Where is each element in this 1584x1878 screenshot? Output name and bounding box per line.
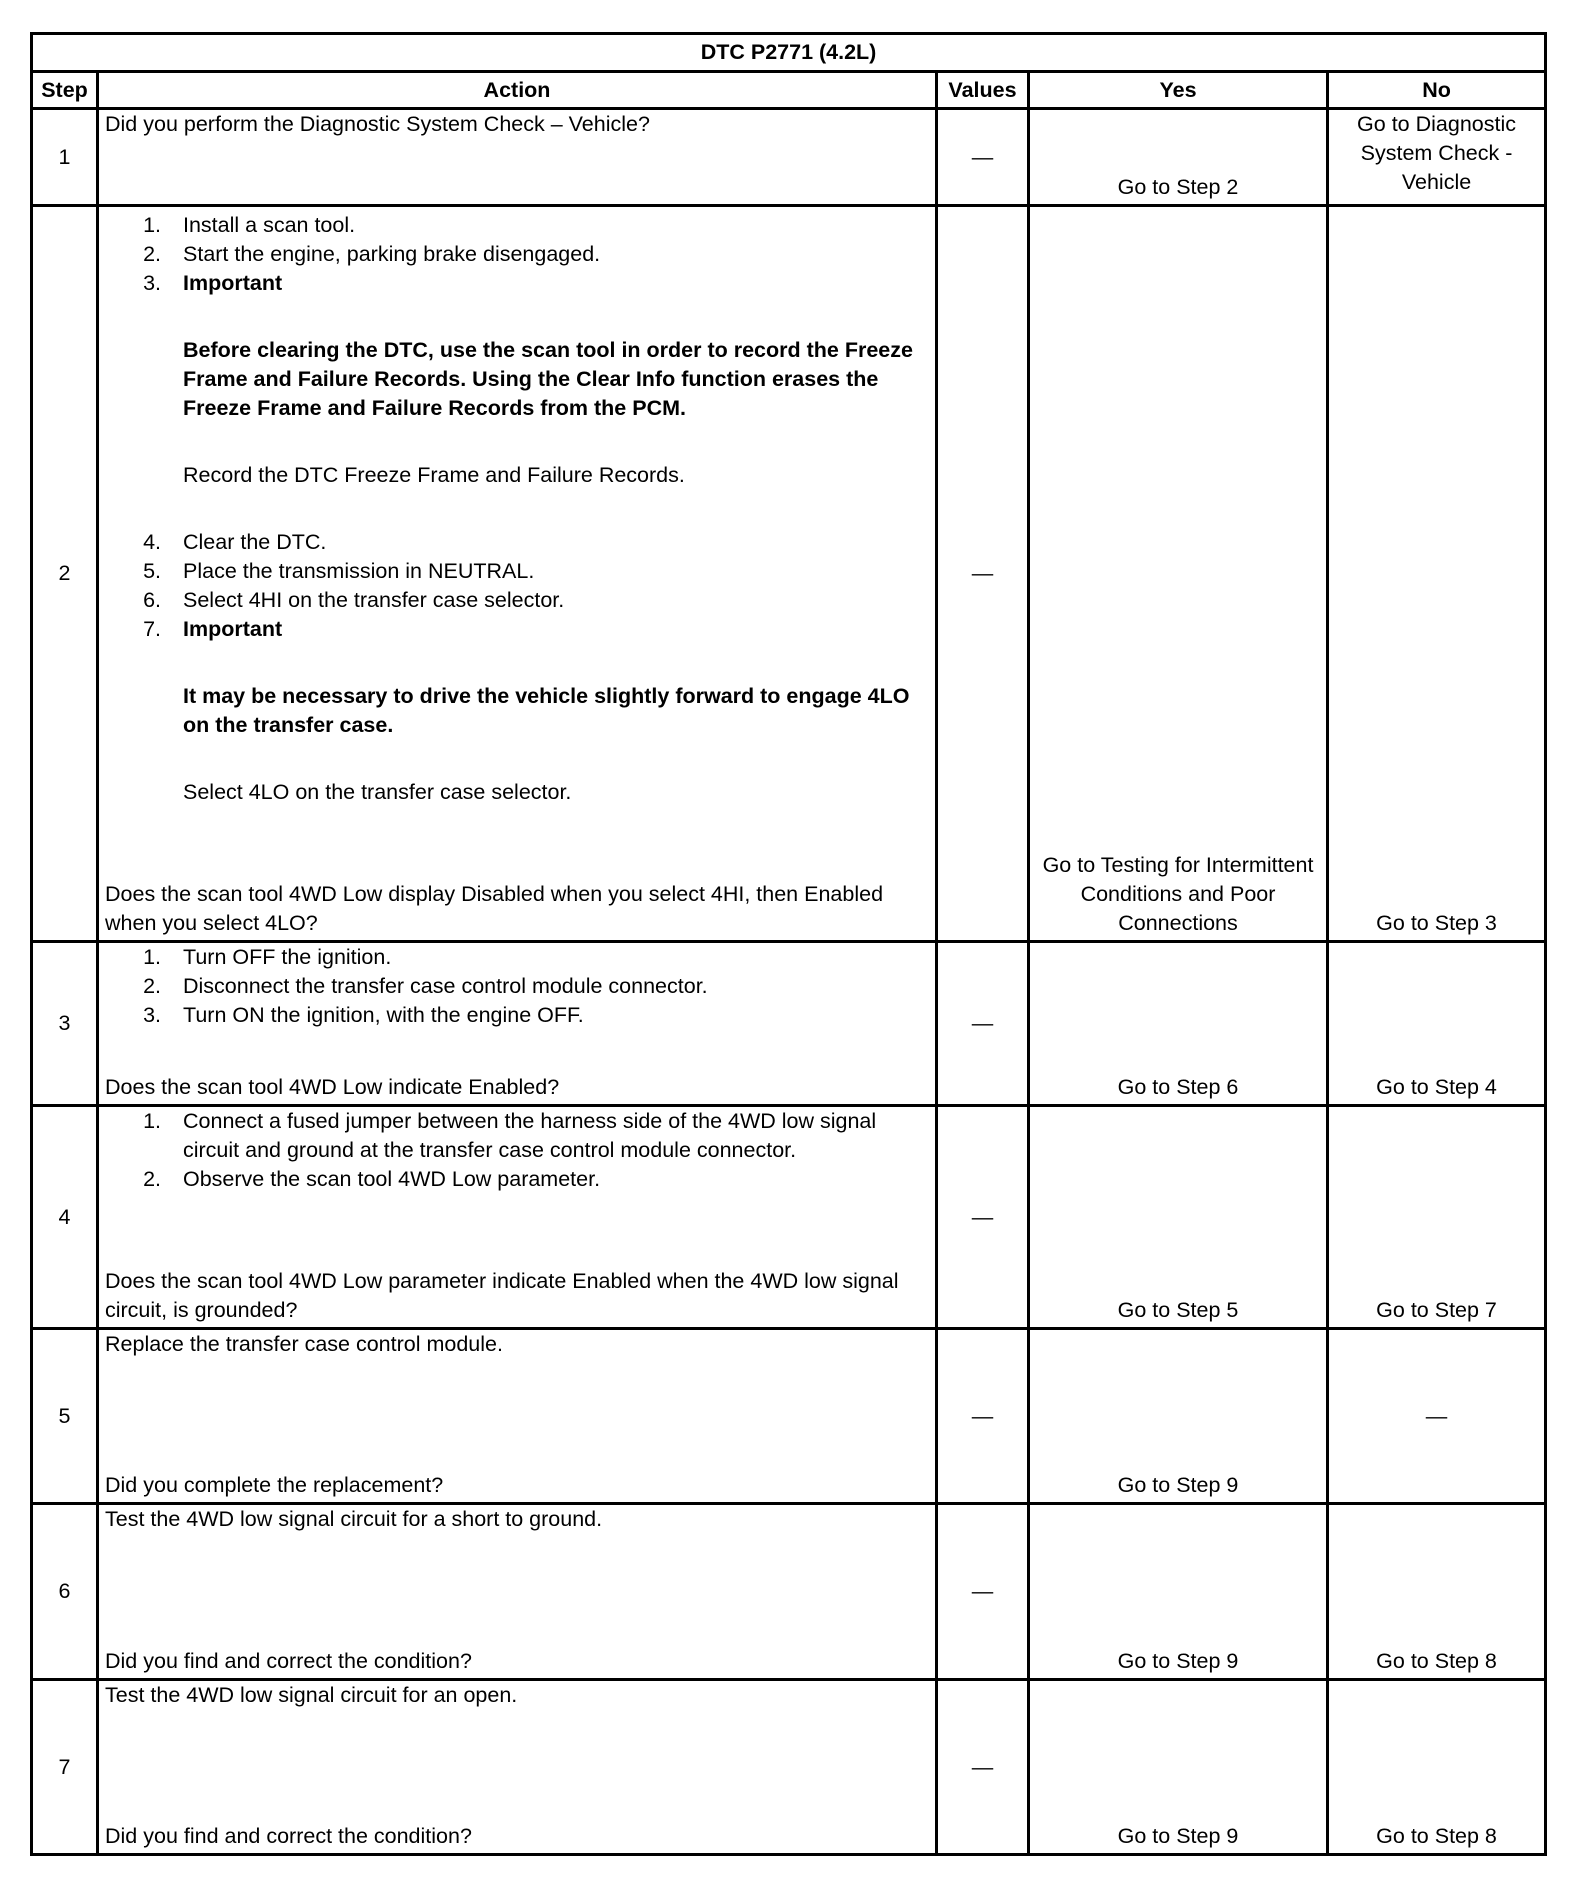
action-cell [98,109,937,206]
yes-cell: Go to Testing for Intermittent Conditions and Poor Connections [1029,206,1328,942]
item-number: 2. [143,1167,161,1191]
header-step: Step [32,72,98,109]
action-cell [98,1680,937,1855]
important-label: Important [183,271,283,295]
no-cell: — [1328,1329,1546,1504]
item-number: 1. [143,213,161,237]
item-text: Observe the scan tool 4WD Low parameter. [183,1167,601,1191]
action-cell [98,1504,937,1680]
item-text: Connect a fused jumper between the harness side of the 4WD low signal circuit and ground at the transfer case control module connector. [183,1109,877,1162]
yes-cell: Go to Step 6 [1029,942,1328,1106]
action-text: Test the 4WD low signal circuit for a short to ground. [105,1507,603,1531]
item-number: 1. [143,1109,161,1133]
list-item [105,972,927,1001]
step-number: 7 [32,1680,98,1855]
item-number: 4. [143,530,161,554]
list-item [105,1165,927,1194]
item-number: 3. [143,1003,161,1027]
list-item [105,211,927,240]
important-note: Before clearing the DTC, use the scan tool in order to record the Freeze Frame and Failure Records. Using the Clear Info function erases the Freeze Frame and Failure Records from the PCM. [183,338,913,420]
list-item [105,269,927,298]
no-cell: Go to Diagnostic System Check - Vehicle [1328,109,1546,206]
values-cell: — [937,1504,1029,1680]
step-number: 4 [32,1106,98,1329]
yes-cell: Go to Step 9 [1029,1504,1328,1680]
yes-cell: Go to Step 2 [1029,109,1328,206]
action-cell [98,206,937,942]
no-cell: Go to Step 8 [1328,1504,1546,1680]
yes-cell: Go to Step 9 [1029,1329,1328,1504]
action-cell [98,1329,937,1504]
item-number: 6. [143,588,161,612]
item-number: 7. [143,617,161,641]
list-item [105,586,927,615]
item-text: Turn OFF the ignition. [183,945,392,969]
action-text: Test the 4WD low signal circuit for an open. [105,1683,518,1707]
values-cell: — [937,1680,1029,1855]
action-question: Did you find and correct the condition? [105,1649,472,1673]
item-number: 2. [143,974,161,998]
important-note: It may be necessary to drive the vehicle slightly forward to engage 4LO on the transfer case. [183,684,910,737]
no-cell: Go to Step 4 [1328,942,1546,1106]
item-text: Disconnect the transfer case control module connector. [183,974,708,998]
item-number: 5. [143,559,161,583]
no-cell: Go to Step 3 [1328,206,1546,942]
list-item [105,557,927,586]
header-yes: Yes [1029,72,1328,109]
item-text: Install a scan tool. [183,213,356,237]
values-cell: — [937,1329,1029,1504]
table-row [32,109,1546,206]
list-item [105,1107,927,1165]
yes-cell: Go to Step 5 [1029,1106,1328,1329]
table-row [32,1106,1546,1329]
table-row [32,942,1546,1106]
action-question: Does the scan tool 4WD Low indicate Enabled? [105,1075,560,1099]
item-text: Turn ON the ignition, with the engine OFF. [183,1003,584,1027]
step-number: 5 [32,1329,98,1504]
header-row [32,72,1546,109]
table-row [32,1680,1546,1855]
important-label: Important [183,617,283,641]
action-question: Did you find and correct the condition? [105,1824,472,1848]
values-cell: — [937,942,1029,1106]
table-row [32,1329,1546,1504]
instruction-note: Record the DTC Freeze Frame and Failure Records. [183,463,685,487]
list-item [105,528,927,557]
item-number: 2. [143,242,161,266]
item-text: Select 4HI on the transfer case selector. [183,588,565,612]
values-cell: — [937,206,1029,942]
action-text: Did you perform the Diagnostic System Check – Vehicle? [105,112,650,136]
values-cell: — [937,1106,1029,1329]
item-text: Start the engine, parking brake disengaged. [183,242,601,266]
table-row [32,1504,1546,1680]
list-item [105,1001,927,1030]
instruction-note: Select 4LO on the transfer case selector. [183,780,572,804]
yes-cell: Go to Step 9 [1029,1680,1328,1855]
step-number: 6 [32,1504,98,1680]
item-text: Clear the DTC. [183,530,327,554]
action-question: Does the scan tool 4WD Low parameter indicate Enabled when the 4WD low signal circuit, is grounded? [105,1269,899,1322]
list-item [105,615,927,644]
header-values: Values [937,72,1029,109]
item-number: 1. [143,945,161,969]
no-cell: Go to Step 8 [1328,1680,1546,1855]
no-cell: Go to Step 7 [1328,1106,1546,1329]
list-item [105,240,927,269]
item-text: Place the transmission in NEUTRAL. [183,559,535,583]
header-action: Action [98,72,937,109]
action-question: Does the scan tool 4WD Low display Disabled when you select 4HI, then Enabled when you select 4LO? [105,882,884,935]
header-no: No [1328,72,1546,109]
action-cell [98,1106,937,1329]
table-row [32,206,1546,942]
action-cell [98,942,937,1106]
table-title: DTC P2771 (4.2L) [32,34,1546,72]
values-cell: — [937,109,1029,206]
item-number: 3. [143,271,161,295]
diagnostic-table [30,32,1547,1856]
step-number: 2 [32,206,98,942]
action-question: Did you complete the replacement? [105,1473,444,1497]
list-item [105,943,927,972]
action-text: Replace the transfer case control module. [105,1332,503,1356]
step-number: 3 [32,942,98,1106]
step-number: 1 [32,109,98,206]
